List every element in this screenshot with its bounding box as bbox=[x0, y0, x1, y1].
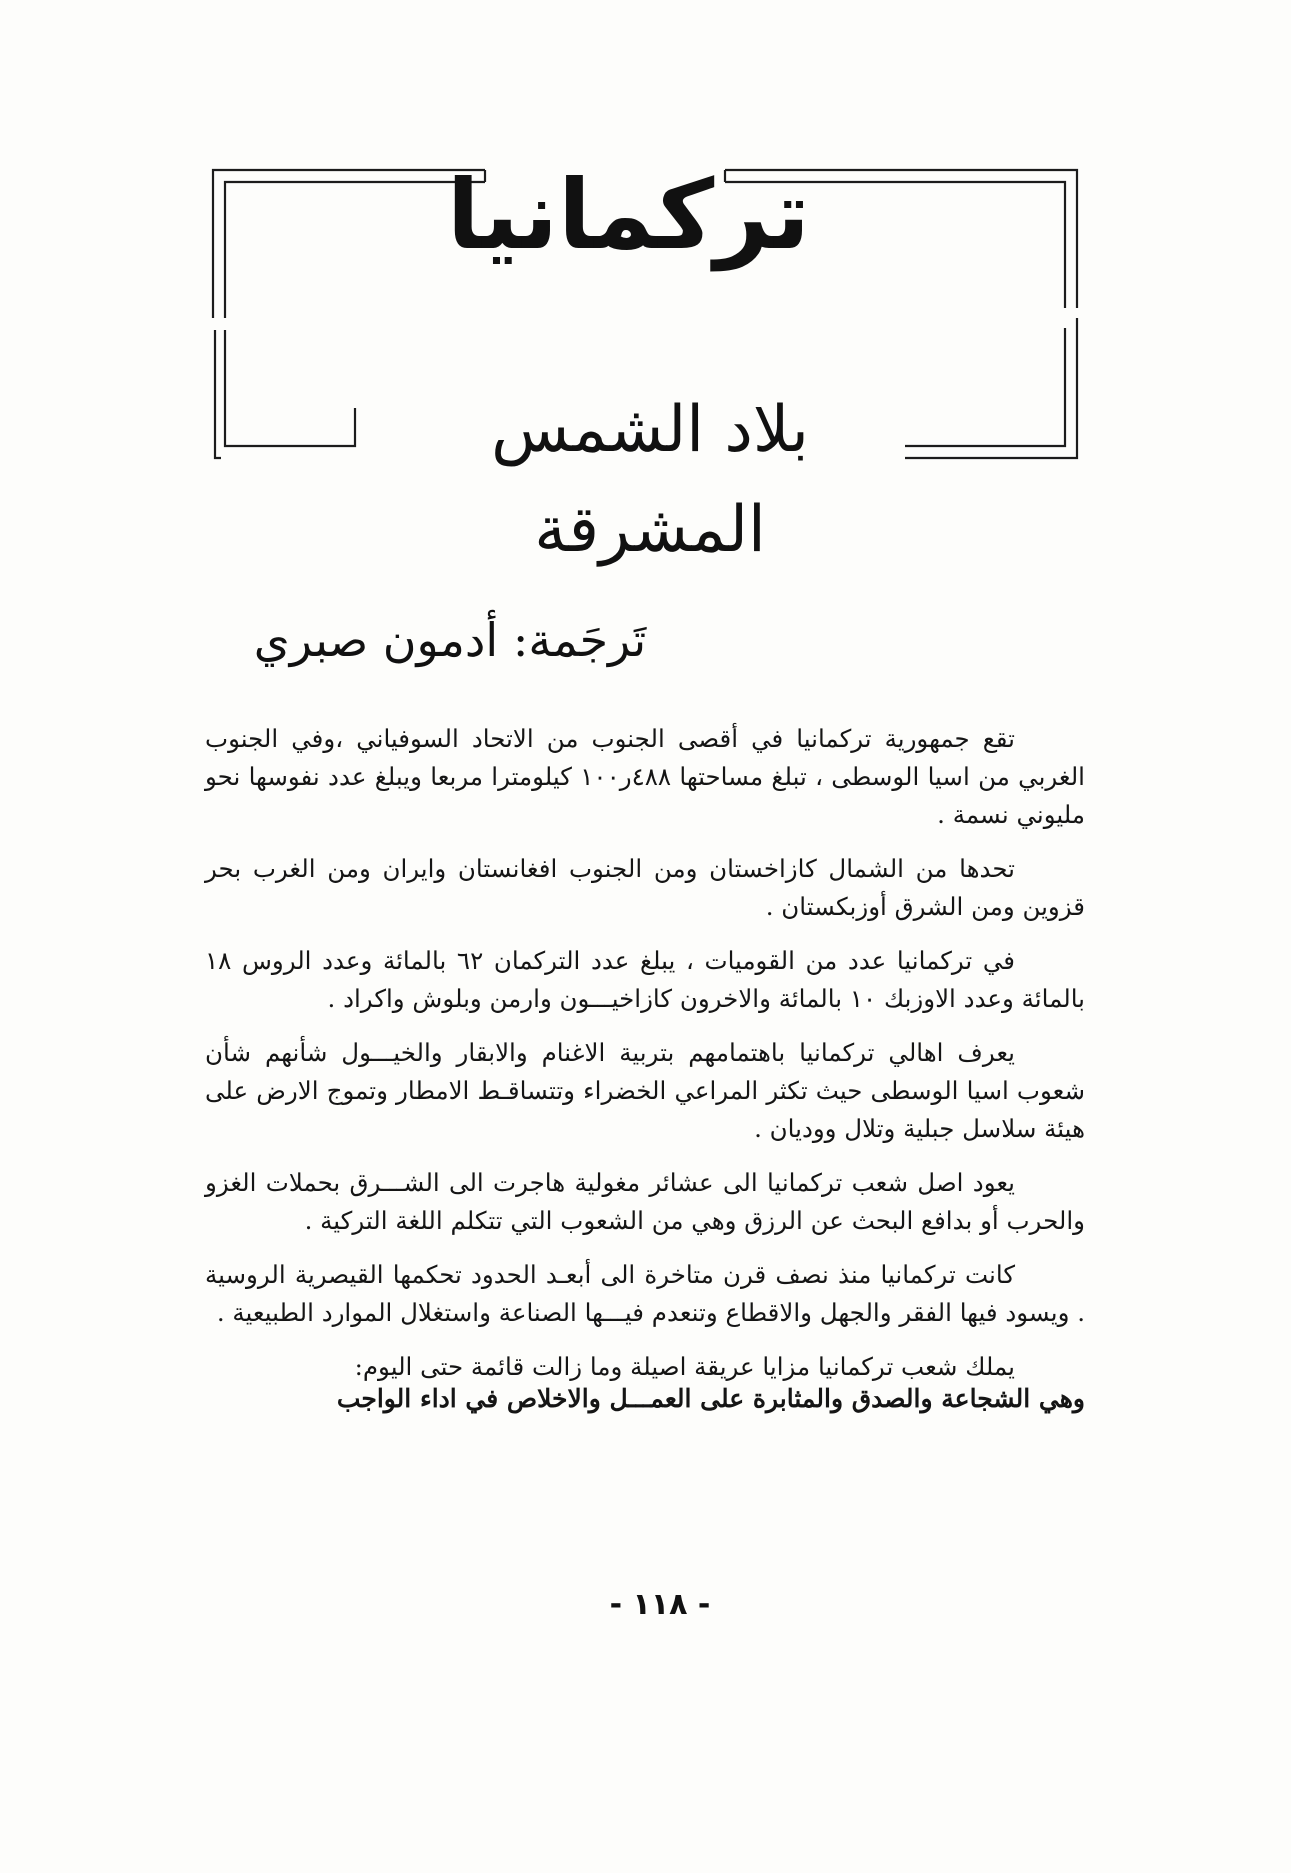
article-body bbox=[205, 720, 1085, 1434]
translator-byline: تَرجَمة: أدمون صبري bbox=[253, 613, 647, 667]
article-subtitle: بلاد الشمس المشرقة bbox=[491, 393, 809, 567]
article-title: تركمانيا bbox=[446, 159, 810, 271]
paragraph: في تركمانيا عدد من القوميات ، يبلغ عدد التركمان ٦٢ بالمائة وعدد الروس ١٨ بالمائة وعدد الاوزبك ١٠ بالمائة والاخرون كازاخيـــون وارمن وبلوش واكراد . bbox=[205, 946, 1085, 1013]
paragraph: يعود اصل شعب تركمانيا الى عشائر مغولية هاجرت الى الشـــرق بحملات الغزو والحرب أو بدافع البحث عن الرزق وهي من الشعوب التي تتكلم اللغة التركية . bbox=[205, 1168, 1085, 1235]
page-number: - ١١٨ - bbox=[609, 1587, 711, 1622]
paragraph: يملك شعب تركمانيا مزايا عريقة اصيلة وما زالت قائمة حتى اليوم: bbox=[354, 1352, 1015, 1381]
paragraph: كانت تركمانيا منذ نصف قرن متاخرة الى أبعـد الحدود تحكمها القيصرية الروسية . ويسود فيها الفقر والجهل والاقطاع وتنعدم فيـــها الصناعة واستغلال الموارد الطبيعية . bbox=[205, 1260, 1085, 1327]
paragraph: تحدها من الشمال كازاخستان ومن الجنوب افغانستان وايران ومن الغرب بحر قزوين ومن الشرق أوزبكستان . bbox=[205, 854, 1085, 921]
closing-bold-line: وهي الشجاعة والصدق والمثابرة على العمـــل والاخلاص في اداء الواجب bbox=[336, 1384, 1085, 1413]
paragraph: يعرف اهالي تركمانيا باهتمامهم بتربية الاغنام والابقار والخيـــول شأنهم شأن شعوب اسيا الوسطى حيث تكثر المراعي الخضراء وتتساقـط الامطار وتموج الارض على هيئة سلاسل جبلية وتلال ووديان . bbox=[205, 1038, 1085, 1143]
paragraph: تقع جمهورية تركمانيا في أقصى الجنوب من الاتحاد السوفياني ،وفي الجنوب الغربي من اسيا الوسطى ، تبلغ مساحتها ٤٨٨ر١٠٠ كيلومترا مربعا ويبلغ عدد نفوسها نحو مليوني نسمة . bbox=[205, 724, 1085, 829]
